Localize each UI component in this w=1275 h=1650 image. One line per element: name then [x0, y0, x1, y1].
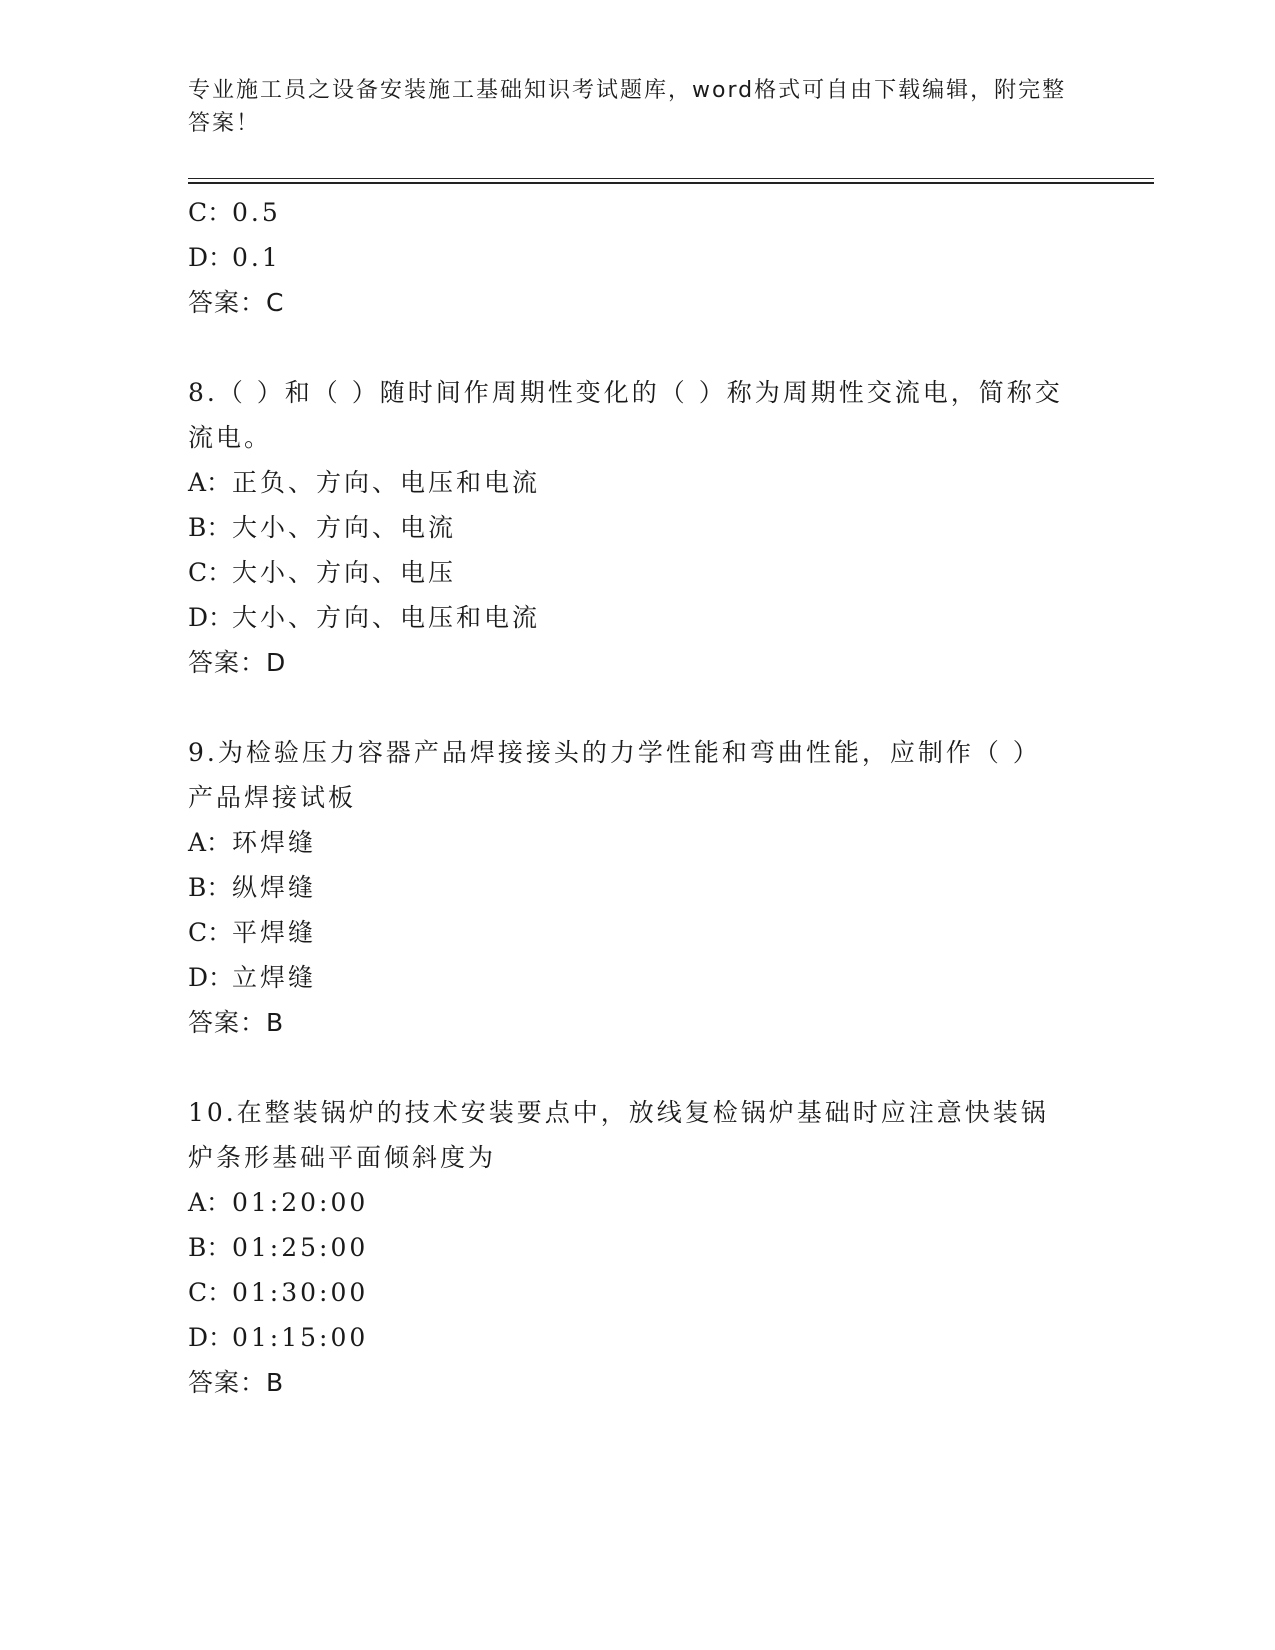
question-stem: 10.在整装锅炉的技术安装要点中，放线复检锅炉基础时应注意快装锅炉条形基础平面倾斜度为: [188, 1098, 1049, 1172]
partial-question: [188, 190, 1068, 325]
option-b: B：大小、方向、电流: [188, 513, 457, 542]
question-list: [188, 190, 1068, 1405]
option-a: A：正负、方向、电压和电流: [188, 468, 541, 497]
option-c: C：大小、方向、电压: [188, 558, 457, 587]
option-d: D：大小、方向、电压和电流: [188, 603, 541, 632]
option-b: B：01:25:00: [188, 1233, 369, 1262]
option-d: D：立焊缝: [188, 963, 317, 992]
answer-line: 答案：D: [188, 648, 287, 677]
answer-line: 答案：B: [188, 1008, 285, 1037]
option-c: C：01:30:00: [188, 1278, 369, 1307]
answer-line: 答案：C: [188, 288, 285, 317]
header-rule-thin: [188, 178, 1154, 179]
option-d: D：01:15:00: [188, 1323, 369, 1352]
option-b: B：纵焊缝: [188, 873, 317, 902]
option-c: C：0.5: [188, 198, 281, 227]
question-9: [188, 730, 1068, 1045]
option-d: D：0.1: [188, 243, 281, 272]
question-10: [188, 1090, 1068, 1405]
header-rule-thick: [188, 182, 1154, 184]
option-c: C：平焊缝: [188, 918, 317, 947]
question-stem: 8.（ ）和（ ）随时间作周期性变化的（ ）称为周期性交流电，简称交流电。: [188, 378, 1063, 452]
question-8: [188, 370, 1068, 685]
page-header: 专业施工员之设备安装施工基础知识考试题库，word格式可自由下载编辑，附完整答案！: [188, 78, 1067, 136]
option-a: A：环焊缝: [188, 828, 317, 857]
answer-line: 答案：B: [188, 1368, 285, 1397]
option-a: A：01:20:00: [188, 1188, 369, 1217]
question-stem: 9.为检验压力容器产品焊接接头的力学性能和弯曲性能，应制作（ ）产品焊接试板: [188, 738, 1041, 812]
